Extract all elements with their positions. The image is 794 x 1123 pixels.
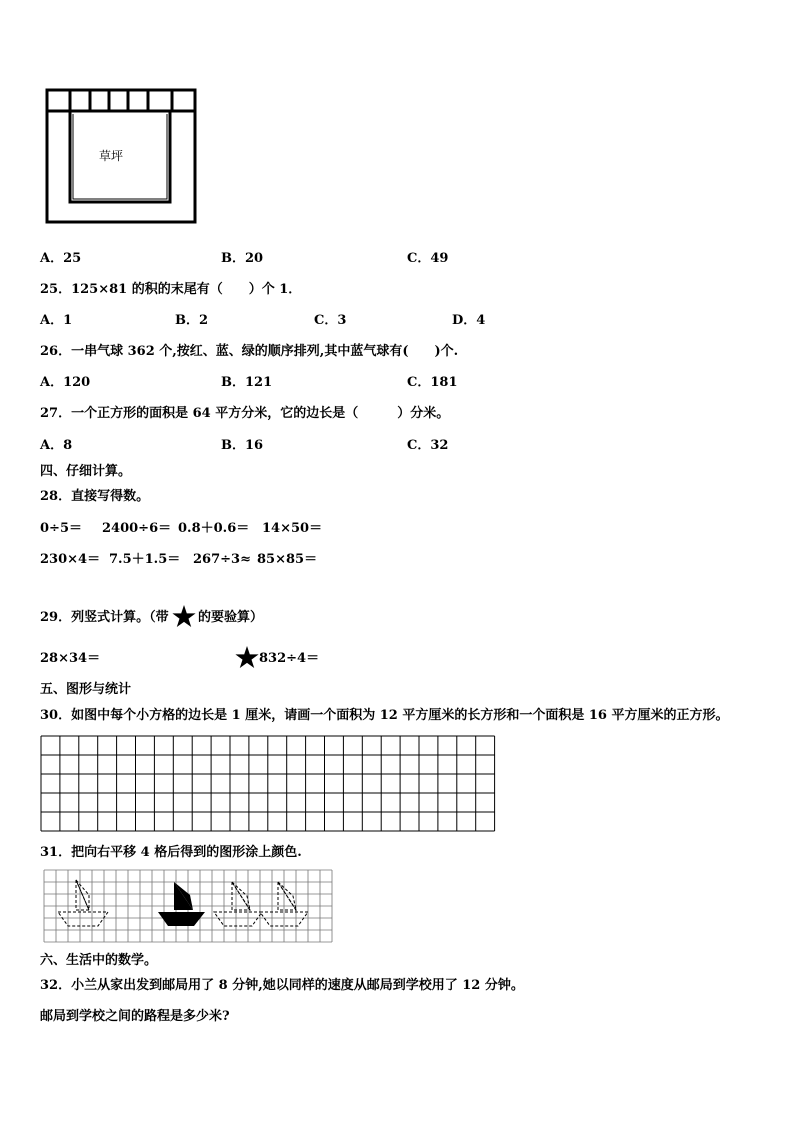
q28-item-3: 0.8＋0.6＝ <box>178 521 250 536</box>
q25-option-d: D．4 <box>452 313 486 328</box>
q28-item-4: 14×50＝ <box>262 521 323 536</box>
q24-option-b: B．20 <box>221 251 264 266</box>
q29-question-end: 的要验算） <box>198 610 264 625</box>
q26-question: 26．一串气球 362 个,按红、蓝、绿的顺序排列,其中蓝气球有( )个. <box>40 344 459 359</box>
section-5-title: 五、图形与统计 <box>40 682 132 697</box>
q26-option-c: C．181 <box>407 375 458 390</box>
q28-item-1: 0÷5＝ <box>40 521 82 536</box>
q25-option-c: C．3 <box>314 313 347 328</box>
q28-item-6: 7.5＋1.5＝ <box>109 552 181 567</box>
solid-boat <box>158 882 205 926</box>
q28-item-8: 85×85＝ <box>257 552 318 567</box>
q29-item-1: 28×34＝ <box>40 651 101 666</box>
q28-item-2: 2400÷6＝ <box>102 521 172 536</box>
section-6-title: 六、生活中的数学。 <box>40 953 158 968</box>
q27-option-a: A．8 <box>40 438 73 453</box>
section-4-title: 四、仔细计算。 <box>40 464 132 479</box>
q27-option-c: C．32 <box>407 438 449 453</box>
q32-sub-question: 邮局到学校之间的路程是多少米? <box>40 1009 230 1024</box>
q25-question: 25．125×81 的积的末尾有（ ）个 1． <box>40 282 302 297</box>
q27-option-b: B．16 <box>221 438 264 453</box>
dashed-boat-middle <box>214 882 262 926</box>
q29-question-start: 29．列竖式计算。（带 <box>40 610 169 625</box>
q27-question: 27．一个正方形的面积是 64 平方分米，它的边长是（ ）分米。 <box>40 406 450 421</box>
q25-option-a: A．1 <box>40 313 73 328</box>
q24-option-c: C．49 <box>407 251 449 266</box>
q26-option-b: B．121 <box>221 375 273 390</box>
q28-item-5: 230×4＝ <box>40 552 101 567</box>
q24-option-a: A．25 <box>40 251 82 266</box>
q26-option-a: A．120 <box>40 375 91 390</box>
q32-question: 32．小兰从家出发到邮局用了 8 分钟,她以同样的速度从邮局到学校用了 12 分钟。 <box>40 978 524 993</box>
q31-question: 31．把向右平移 4 格后得到的图形涂上颜色. <box>40 845 302 860</box>
dashed-boat-left <box>58 880 108 926</box>
q30-question: 30．如图中每个小方格的边长是 1 厘米，请画一个面积为 12 平方厘米的长方形和一个面积是 16 平方厘米的正方形。 <box>40 708 729 723</box>
q25-option-b: B．2 <box>175 313 209 328</box>
q29-item-2: 832÷4＝ <box>259 651 320 666</box>
lawn-label: 草坪 <box>99 149 124 163</box>
q28-item-7: 267÷3≈ <box>193 552 251 567</box>
q28-question: 28．直接写得数。 <box>40 489 150 504</box>
